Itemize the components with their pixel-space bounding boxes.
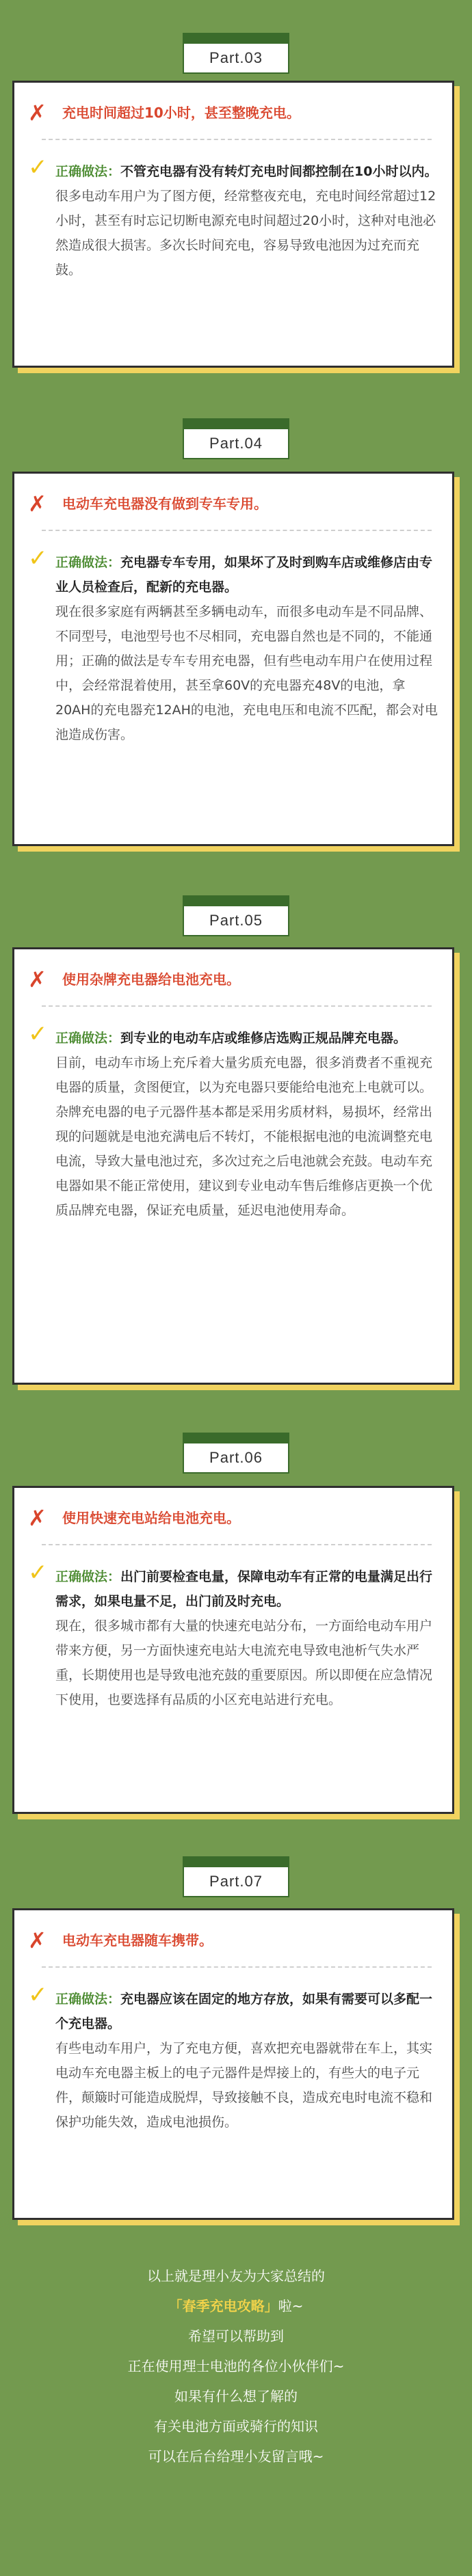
wrong-practice: [23, 1504, 447, 1532]
detail-text: 现在，很多城市都有大量的快速充电站分布，一方面给电动车用户带来方便，另一方面快速充电站大电流充电导致电池析气失水严重，长期使用也是导致电池充鼓的重要原因。所以即便在应急情况下使用，也要选择有品质的小区充电站进行充电。: [55, 1618, 433, 1707]
check-icon: ✓: [28, 545, 48, 572]
tip-card: [12, 472, 454, 846]
detail-text: 很多电动车用户为了图方便，经常整夜充电，充电时间经常超过12小时，甚至有时忘记切断电源充电时间超过20小时，这种对电池必然造成很大损害。多次长时间充电，容易导致电池因为过充而充鼓。: [55, 189, 436, 277]
tip-card: [12, 81, 454, 368]
part-tag: Part.05: [183, 905, 289, 936]
footer-line-5: 如果有什么想了解的: [174, 2388, 298, 2404]
correct-label: 正确做法：: [55, 1031, 121, 1046]
detail-text: 现在很多家庭有两辆甚至多辆电动车，而很多电动车是不同品牌、不同型号，电池型号也不尽相同，充电器自然也是不同的，不能通用；正确的做法是专车专用充电器，但有些电动车用户在使用过程中，会经常混着使用，甚至拿60V的充电器充48V的电池，拿20AH的充电器充12AH的电池，充电电压和电流不匹配，都会对电池造成伤害。: [55, 604, 438, 742]
cross-icon: ✗: [28, 100, 47, 126]
tag-stripe: [183, 895, 289, 905]
dashed-divider: [42, 530, 432, 531]
dashed-divider: [42, 1544, 432, 1545]
correct-practice: [55, 159, 438, 282]
footer-line-1: 以上就是理小友为大家总结的: [147, 2268, 325, 2284]
tag-stripe: [183, 1433, 289, 1442]
part-tag: Part.04: [183, 428, 289, 459]
correct-practice: [55, 550, 438, 747]
cross-icon: ✗: [28, 1927, 47, 1953]
detail-text: 有些电动车用户，为了充电方便，喜欢把充电器就带在车上，其实电动车充电器主板上的电子元器件是焊接上的，有些大的电子元件，颠簸时可能造成脱焊，导致接触不良，造成充电时电流不稳和保护功能失效，造成电池损伤。: [55, 2041, 433, 2130]
dashed-divider: [42, 1966, 432, 1968]
wrong-practice: [23, 966, 447, 993]
footer-highlight: 「春季充电攻略」: [168, 2298, 278, 2314]
tip-card: [12, 1908, 454, 2220]
wrong-practice-text: 充电时间超过10小时，甚至整晚充电。: [62, 105, 300, 121]
wrong-practice: [23, 99, 447, 126]
correct-advice: 到专业的电动车店或维修店选购正规品牌充电器。: [120, 1031, 407, 1046]
wrong-practice: [23, 490, 447, 517]
footer-line-3: 希望可以帮助到: [188, 2328, 284, 2344]
correct-practice: [55, 1987, 438, 2134]
part-tag: Part.03: [183, 42, 289, 74]
tag-stripe: [183, 33, 289, 42]
tip-card: [12, 1486, 454, 1814]
footer-line-2-suffix: 啦~: [278, 2298, 304, 2314]
check-icon: ✓: [28, 1981, 48, 2009]
cross-icon: ✗: [28, 491, 47, 517]
dashed-divider: [42, 139, 432, 140]
correct-practice: [55, 1026, 438, 1223]
tag-stripe: [183, 418, 289, 428]
wrong-practice-text: 电动车充电器没有做到专车专用。: [62, 496, 267, 512]
correct-advice: 不管充电器有没有转灯充电时间都控制在10小时以内。: [120, 164, 438, 179]
correct-label: 正确做法：: [55, 1569, 121, 1584]
tip-card: [12, 947, 454, 1385]
tag-stripe: [183, 1856, 289, 1866]
wrong-practice: [23, 1927, 447, 1954]
part-tag: Part.06: [183, 1442, 289, 1474]
correct-practice: [55, 1564, 438, 1712]
dashed-divider: [42, 1005, 432, 1007]
correct-advice: 充电器专车专用，如果坏了及时到购车店或维修店由专业人员检查后，配新的充电器。: [55, 555, 433, 595]
check-icon: ✓: [28, 1559, 48, 1586]
correct-label: 正确做法：: [55, 555, 121, 570]
check-icon: ✓: [28, 154, 48, 181]
detail-text: 目前，电动车市场上充斥着大量劣质充电器，很多消费者不重视充电器的质量，贪图便宜，以为充电器只要能给电池充上电就可以。杂牌充电器的电子元器件基本都是采用劣质材料，易损坏，经常出现的问题就是电池充满电后不转灯，不能根据电池的电流调整充电电流，导致大量电池过充，多次过充之后电池就会充鼓。电动车充电器如果不能正常使用，建议到专业电动车售后维修店更换一个优质品牌充电器，保证充电质量，延迟电池使用寿命。: [55, 1055, 433, 1218]
correct-label: 正确做法：: [55, 164, 121, 179]
part-tag: Part.07: [183, 1866, 289, 1897]
wrong-practice-text: 使用杂牌充电器给电池充电。: [62, 971, 240, 988]
wrong-practice-text: 电动车充电器随车携带。: [62, 1932, 213, 1949]
check-icon: ✓: [28, 1020, 48, 1048]
cross-icon: ✗: [28, 966, 47, 992]
footer-line-6: 有关电池方面或骑行的知识: [154, 2418, 318, 2435]
correct-advice: 充电器应该在固定的地方存放，如果有需要可以多配一个充电器。: [55, 1992, 433, 2031]
footer-line-7: 可以在后台给理小友留言哦~: [148, 2448, 324, 2465]
correct-label: 正确做法：: [55, 1992, 121, 2007]
wrong-practice-text: 使用快速充电站给电池充电。: [62, 1510, 240, 1526]
correct-advice: 出门前要检查电量，保障电动车有正常的电量满足出行需求，如果电量不足，出门前及时充电。: [55, 1569, 433, 1609]
footer-line-2: [0, 2292, 472, 2320]
footer-line-4: 正在使用理士电池的各位小伙伴们~: [127, 2358, 345, 2374]
cross-icon: ✗: [28, 1505, 47, 1531]
